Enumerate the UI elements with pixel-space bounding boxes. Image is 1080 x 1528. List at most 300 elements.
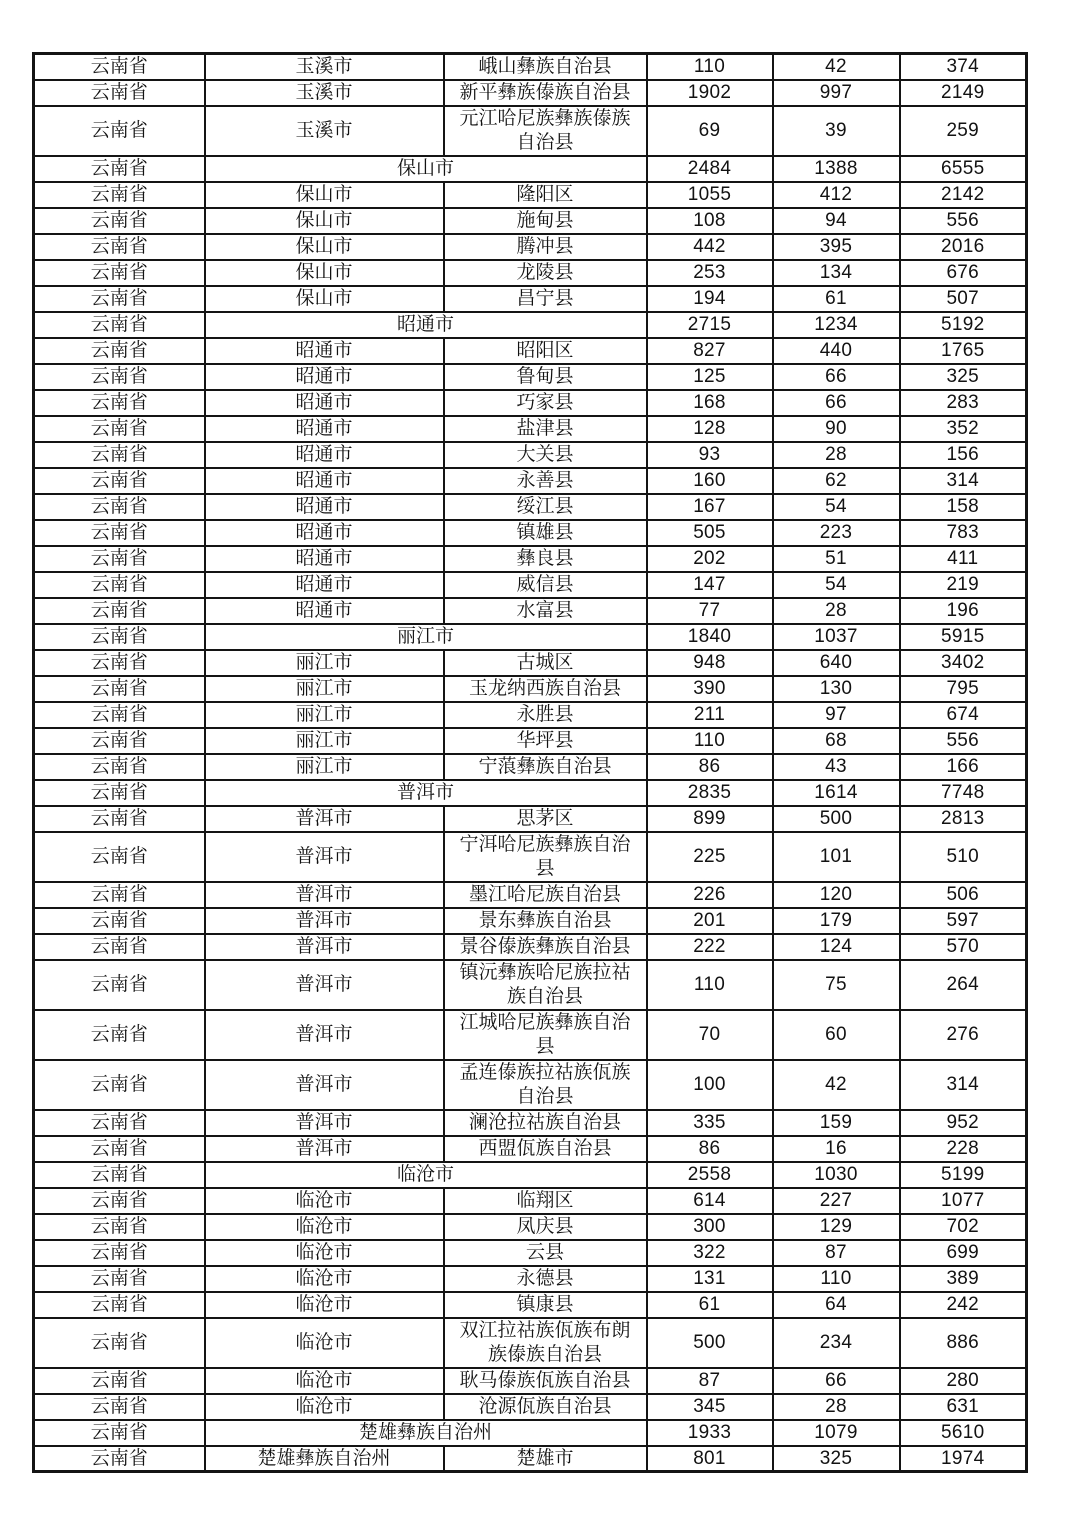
county-cell: 镇康县 — [444, 1292, 647, 1318]
value-cell-1: 110 — [647, 54, 773, 80]
value-cell-2: 87 — [773, 1240, 900, 1266]
value-cell-1: 614 — [647, 1188, 773, 1214]
value-cell-3: 674 — [900, 702, 1027, 728]
county-cell: 新平彝族傣族自治县 — [444, 80, 647, 106]
value-cell-1: 225 — [647, 832, 773, 882]
province-cell: 云南省 — [34, 208, 205, 234]
city-cell: 玉溪市 — [205, 106, 444, 156]
value-cell-2: 1614 — [773, 780, 900, 806]
city-cell: 丽江市 — [205, 676, 444, 702]
value-cell-3: 259 — [900, 106, 1027, 156]
value-cell-2: 43 — [773, 754, 900, 780]
value-cell-1: 110 — [647, 728, 773, 754]
value-cell-3: 276 — [900, 1010, 1027, 1060]
county-row — [34, 364, 1027, 390]
value-cell-2: 42 — [773, 54, 900, 80]
value-cell-3: 314 — [900, 468, 1027, 494]
county-row — [34, 676, 1027, 702]
value-cell-2: 130 — [773, 676, 900, 702]
value-cell-1: 110 — [647, 960, 773, 1010]
value-cell-2: 997 — [773, 80, 900, 106]
city-cell: 临沧市 — [205, 1266, 444, 1292]
city-cell: 普洱市 — [205, 960, 444, 1010]
value-cell-2: 66 — [773, 1368, 900, 1394]
province-cell: 云南省 — [34, 1292, 205, 1318]
value-cell-3: 556 — [900, 728, 1027, 754]
value-cell-2: 179 — [773, 908, 900, 934]
county-row — [34, 832, 1027, 882]
value-cell-2: 412 — [773, 182, 900, 208]
city-cell: 昭通市 — [205, 572, 444, 598]
province-cell: 云南省 — [34, 234, 205, 260]
province-cell: 云南省 — [34, 754, 205, 780]
value-cell-3: 1765 — [900, 338, 1027, 364]
value-cell-1: 160 — [647, 468, 773, 494]
value-cell-1: 202 — [647, 546, 773, 572]
value-cell-2: 1234 — [773, 312, 900, 338]
county-row — [34, 960, 1027, 1010]
city-summary-cell: 昭通市 — [205, 312, 647, 338]
value-cell-2: 62 — [773, 468, 900, 494]
value-cell-2: 66 — [773, 364, 900, 390]
county-cell: 隆阳区 — [444, 182, 647, 208]
county-cell: 昌宁县 — [444, 286, 647, 312]
province-cell: 云南省 — [34, 260, 205, 286]
county-row — [34, 1266, 1027, 1292]
city-summary-row — [34, 624, 1027, 650]
value-cell-3: 219 — [900, 572, 1027, 598]
county-row — [34, 520, 1027, 546]
province-cell: 云南省 — [34, 728, 205, 754]
city-cell: 昭通市 — [205, 416, 444, 442]
value-cell-1: 108 — [647, 208, 773, 234]
city-summary-row — [34, 1420, 1027, 1446]
city-cell: 保山市 — [205, 234, 444, 260]
county-row — [34, 1446, 1027, 1472]
province-cell: 云南省 — [34, 468, 205, 494]
value-cell-3: 264 — [900, 960, 1027, 1010]
value-cell-2: 42 — [773, 1060, 900, 1110]
value-cell-1: 222 — [647, 934, 773, 960]
value-cell-3: 5915 — [900, 624, 1027, 650]
value-cell-3: 783 — [900, 520, 1027, 546]
city-cell: 临沧市 — [205, 1292, 444, 1318]
value-cell-3: 5199 — [900, 1162, 1027, 1188]
county-cell: 腾冲县 — [444, 234, 647, 260]
value-cell-3: 7748 — [900, 780, 1027, 806]
city-cell: 昭通市 — [205, 390, 444, 416]
province-cell: 云南省 — [34, 1010, 205, 1060]
city-summary-row — [34, 312, 1027, 338]
city-cell: 昭通市 — [205, 494, 444, 520]
table-body — [34, 54, 1027, 1472]
value-cell-1: 147 — [647, 572, 773, 598]
county-cell: 宁洱哈尼族彝族自治县 — [444, 832, 647, 882]
county-row — [34, 806, 1027, 832]
value-cell-1: 1933 — [647, 1420, 773, 1446]
value-cell-3: 597 — [900, 908, 1027, 934]
value-cell-2: 223 — [773, 520, 900, 546]
value-cell-2: 39 — [773, 106, 900, 156]
value-cell-2: 124 — [773, 934, 900, 960]
city-summary-row — [34, 156, 1027, 182]
county-cell: 江城哈尼族彝族自治县 — [444, 1010, 647, 1060]
county-row — [34, 416, 1027, 442]
province-cell: 云南省 — [34, 1394, 205, 1420]
city-cell: 普洱市 — [205, 934, 444, 960]
county-cell: 景东彝族自治县 — [444, 908, 647, 934]
county-row — [34, 1214, 1027, 1240]
county-row — [34, 1060, 1027, 1110]
value-cell-1: 345 — [647, 1394, 773, 1420]
value-cell-2: 1030 — [773, 1162, 900, 1188]
value-cell-1: 194 — [647, 286, 773, 312]
province-cell: 云南省 — [34, 156, 205, 182]
province-cell: 云南省 — [34, 702, 205, 728]
value-cell-1: 1902 — [647, 80, 773, 106]
county-row — [34, 442, 1027, 468]
province-cell: 云南省 — [34, 832, 205, 882]
city-summary-cell: 临沧市 — [205, 1162, 647, 1188]
province-cell: 云南省 — [34, 1420, 205, 1446]
county-cell: 昭阳区 — [444, 338, 647, 364]
value-cell-3: 5192 — [900, 312, 1027, 338]
value-cell-2: 1037 — [773, 624, 900, 650]
county-cell: 华坪县 — [444, 728, 647, 754]
value-cell-3: 352 — [900, 416, 1027, 442]
county-cell: 施甸县 — [444, 208, 647, 234]
county-row — [34, 650, 1027, 676]
value-cell-1: 61 — [647, 1292, 773, 1318]
city-summary-row — [34, 1162, 1027, 1188]
county-row — [34, 1136, 1027, 1162]
county-cell: 彝良县 — [444, 546, 647, 572]
city-cell: 昭通市 — [205, 364, 444, 390]
city-cell: 普洱市 — [205, 882, 444, 908]
value-cell-3: 325 — [900, 364, 1027, 390]
value-cell-3: 510 — [900, 832, 1027, 882]
value-cell-1: 2558 — [647, 1162, 773, 1188]
value-cell-2: 97 — [773, 702, 900, 728]
value-cell-2: 68 — [773, 728, 900, 754]
value-cell-2: 120 — [773, 882, 900, 908]
province-cell: 云南省 — [34, 182, 205, 208]
county-cell: 巧家县 — [444, 390, 647, 416]
province-cell: 云南省 — [34, 908, 205, 934]
county-cell: 宁蒗彝族自治县 — [444, 754, 647, 780]
value-cell-3: 389 — [900, 1266, 1027, 1292]
county-row — [34, 1368, 1027, 1394]
county-row — [34, 1394, 1027, 1420]
value-cell-2: 134 — [773, 260, 900, 286]
province-cell: 云南省 — [34, 364, 205, 390]
province-cell: 云南省 — [34, 598, 205, 624]
value-cell-1: 505 — [647, 520, 773, 546]
value-cell-3: 886 — [900, 1318, 1027, 1368]
value-cell-2: 28 — [773, 442, 900, 468]
county-row — [34, 702, 1027, 728]
province-cell: 云南省 — [34, 1136, 205, 1162]
province-cell: 云南省 — [34, 624, 205, 650]
county-row — [34, 286, 1027, 312]
city-cell: 普洱市 — [205, 832, 444, 882]
county-cell: 景谷傣族彝族自治县 — [444, 934, 647, 960]
value-cell-1: 93 — [647, 442, 773, 468]
county-row — [34, 882, 1027, 908]
city-cell: 丽江市 — [205, 650, 444, 676]
county-cell: 水富县 — [444, 598, 647, 624]
value-cell-3: 570 — [900, 934, 1027, 960]
county-cell: 永胜县 — [444, 702, 647, 728]
county-row — [34, 182, 1027, 208]
county-cell: 凤庆县 — [444, 1214, 647, 1240]
value-cell-2: 16 — [773, 1136, 900, 1162]
value-cell-1: 86 — [647, 1136, 773, 1162]
city-cell: 昭通市 — [205, 520, 444, 546]
value-cell-1: 322 — [647, 1240, 773, 1266]
value-cell-2: 54 — [773, 572, 900, 598]
value-cell-1: 1055 — [647, 182, 773, 208]
province-cell: 云南省 — [34, 494, 205, 520]
value-cell-2: 75 — [773, 960, 900, 1010]
county-row — [34, 390, 1027, 416]
value-cell-2: 159 — [773, 1110, 900, 1136]
city-cell: 普洱市 — [205, 1110, 444, 1136]
province-cell: 云南省 — [34, 390, 205, 416]
value-cell-2: 90 — [773, 416, 900, 442]
value-cell-3: 6555 — [900, 156, 1027, 182]
county-cell: 镇雄县 — [444, 520, 647, 546]
value-cell-3: 374 — [900, 54, 1027, 80]
value-cell-1: 167 — [647, 494, 773, 520]
city-cell: 丽江市 — [205, 702, 444, 728]
province-cell: 云南省 — [34, 676, 205, 702]
county-row — [34, 572, 1027, 598]
value-cell-3: 3402 — [900, 650, 1027, 676]
county-cell: 双江拉祜族佤族布朗族傣族自治县 — [444, 1318, 647, 1368]
county-cell: 孟连傣族拉祜族佤族自治县 — [444, 1060, 647, 1110]
county-cell: 龙陵县 — [444, 260, 647, 286]
value-cell-3: 166 — [900, 754, 1027, 780]
county-row — [34, 338, 1027, 364]
value-cell-1: 253 — [647, 260, 773, 286]
value-cell-2: 54 — [773, 494, 900, 520]
county-cell: 耿马傣族佤族自治县 — [444, 1368, 647, 1394]
county-cell: 墨江哈尼族自治县 — [444, 882, 647, 908]
value-cell-3: 2813 — [900, 806, 1027, 832]
value-cell-1: 69 — [647, 106, 773, 156]
value-cell-1: 77 — [647, 598, 773, 624]
value-cell-2: 234 — [773, 1318, 900, 1368]
value-cell-3: 196 — [900, 598, 1027, 624]
county-cell: 西盟佤族自治县 — [444, 1136, 647, 1162]
province-cell: 云南省 — [34, 1110, 205, 1136]
value-cell-3: 242 — [900, 1292, 1027, 1318]
city-summary-cell: 丽江市 — [205, 624, 647, 650]
value-cell-1: 1840 — [647, 624, 773, 650]
value-cell-2: 51 — [773, 546, 900, 572]
county-cell: 古城区 — [444, 650, 647, 676]
county-row — [34, 728, 1027, 754]
value-cell-1: 801 — [647, 1446, 773, 1472]
province-cell: 云南省 — [34, 1368, 205, 1394]
province-cell: 云南省 — [34, 442, 205, 468]
county-row — [34, 546, 1027, 572]
value-cell-3: 952 — [900, 1110, 1027, 1136]
city-cell: 丽江市 — [205, 754, 444, 780]
value-cell-1: 131 — [647, 1266, 773, 1292]
county-row — [34, 234, 1027, 260]
province-cell: 云南省 — [34, 312, 205, 338]
province-cell: 云南省 — [34, 650, 205, 676]
county-row — [34, 1110, 1027, 1136]
city-cell: 临沧市 — [205, 1188, 444, 1214]
city-cell: 昭通市 — [205, 468, 444, 494]
value-cell-1: 335 — [647, 1110, 773, 1136]
county-row — [34, 1010, 1027, 1060]
value-cell-3: 411 — [900, 546, 1027, 572]
county-row — [34, 208, 1027, 234]
value-cell-1: 86 — [647, 754, 773, 780]
province-cell: 云南省 — [34, 1446, 205, 1472]
value-cell-1: 87 — [647, 1368, 773, 1394]
value-cell-1: 125 — [647, 364, 773, 390]
city-cell: 保山市 — [205, 208, 444, 234]
county-row — [34, 494, 1027, 520]
city-cell: 临沧市 — [205, 1368, 444, 1394]
value-cell-3: 676 — [900, 260, 1027, 286]
county-row — [34, 908, 1027, 934]
value-cell-2: 61 — [773, 286, 900, 312]
county-cell: 盐津县 — [444, 416, 647, 442]
city-cell: 昭通市 — [205, 442, 444, 468]
county-row — [34, 598, 1027, 624]
value-cell-1: 899 — [647, 806, 773, 832]
value-cell-3: 699 — [900, 1240, 1027, 1266]
county-cell: 永德县 — [444, 1266, 647, 1292]
county-row — [34, 260, 1027, 286]
county-row — [34, 1188, 1027, 1214]
province-cell: 云南省 — [34, 572, 205, 598]
yunnan-statistics-table — [32, 52, 1028, 1473]
city-cell: 普洱市 — [205, 1010, 444, 1060]
province-cell: 云南省 — [34, 416, 205, 442]
value-cell-1: 2484 — [647, 156, 773, 182]
value-cell-3: 507 — [900, 286, 1027, 312]
value-cell-2: 129 — [773, 1214, 900, 1240]
city-cell: 玉溪市 — [205, 80, 444, 106]
county-cell: 玉龙纳西族自治县 — [444, 676, 647, 702]
county-cell: 沧源佤族自治县 — [444, 1394, 647, 1420]
value-cell-1: 2835 — [647, 780, 773, 806]
province-cell: 云南省 — [34, 1318, 205, 1368]
city-cell: 临沧市 — [205, 1240, 444, 1266]
province-cell: 云南省 — [34, 106, 205, 156]
value-cell-1: 827 — [647, 338, 773, 364]
county-row — [34, 934, 1027, 960]
county-cell: 威信县 — [444, 572, 647, 598]
value-cell-1: 390 — [647, 676, 773, 702]
province-cell: 云南省 — [34, 1188, 205, 1214]
city-cell: 楚雄彝族自治州 — [205, 1446, 444, 1472]
value-cell-2: 110 — [773, 1266, 900, 1292]
value-cell-1: 948 — [647, 650, 773, 676]
value-cell-3: 506 — [900, 882, 1027, 908]
province-cell: 云南省 — [34, 286, 205, 312]
province-cell: 云南省 — [34, 1266, 205, 1292]
province-cell: 云南省 — [34, 54, 205, 80]
value-cell-3: 283 — [900, 390, 1027, 416]
value-cell-3: 228 — [900, 1136, 1027, 1162]
value-cell-3: 158 — [900, 494, 1027, 520]
city-cell: 丽江市 — [205, 728, 444, 754]
value-cell-2: 64 — [773, 1292, 900, 1318]
province-cell: 云南省 — [34, 806, 205, 832]
county-cell: 大关县 — [444, 442, 647, 468]
province-cell: 云南省 — [34, 1240, 205, 1266]
county-cell: 元江哈尼族彝族傣族自治县 — [444, 106, 647, 156]
value-cell-3: 1077 — [900, 1188, 1027, 1214]
value-cell-2: 60 — [773, 1010, 900, 1060]
value-cell-1: 128 — [647, 416, 773, 442]
value-cell-2: 325 — [773, 1446, 900, 1472]
value-cell-2: 227 — [773, 1188, 900, 1214]
value-cell-2: 94 — [773, 208, 900, 234]
city-cell: 昭通市 — [205, 598, 444, 624]
county-cell: 镇沅彝族哈尼族拉祜族自治县 — [444, 960, 647, 1010]
county-cell: 永善县 — [444, 468, 647, 494]
value-cell-2: 28 — [773, 1394, 900, 1420]
county-cell: 绥江县 — [444, 494, 647, 520]
county-row — [34, 80, 1027, 106]
city-cell: 普洱市 — [205, 1060, 444, 1110]
value-cell-1: 300 — [647, 1214, 773, 1240]
value-cell-1: 226 — [647, 882, 773, 908]
county-cell: 澜沧拉祜族自治县 — [444, 1110, 647, 1136]
value-cell-1: 70 — [647, 1010, 773, 1060]
value-cell-3: 2149 — [900, 80, 1027, 106]
city-summary-row — [34, 780, 1027, 806]
city-cell: 保山市 — [205, 182, 444, 208]
province-cell: 云南省 — [34, 882, 205, 908]
province-cell: 云南省 — [34, 1214, 205, 1240]
value-cell-3: 156 — [900, 442, 1027, 468]
value-cell-3: 702 — [900, 1214, 1027, 1240]
city-cell: 昭通市 — [205, 338, 444, 364]
city-cell: 普洱市 — [205, 1136, 444, 1162]
value-cell-3: 2016 — [900, 234, 1027, 260]
city-summary-cell: 普洱市 — [205, 780, 647, 806]
county-row — [34, 468, 1027, 494]
province-cell: 云南省 — [34, 934, 205, 960]
value-cell-3: 280 — [900, 1368, 1027, 1394]
province-cell: 云南省 — [34, 960, 205, 1010]
county-cell: 思茅区 — [444, 806, 647, 832]
county-row — [34, 1240, 1027, 1266]
value-cell-2: 500 — [773, 806, 900, 832]
county-cell: 峨山彝族自治县 — [444, 54, 647, 80]
province-cell: 云南省 — [34, 780, 205, 806]
province-cell: 云南省 — [34, 520, 205, 546]
city-summary-cell: 楚雄彝族自治州 — [205, 1420, 647, 1446]
value-cell-1: 211 — [647, 702, 773, 728]
value-cell-2: 440 — [773, 338, 900, 364]
city-cell: 保山市 — [205, 286, 444, 312]
county-cell: 临翔区 — [444, 1188, 647, 1214]
value-cell-2: 395 — [773, 234, 900, 260]
city-cell: 临沧市 — [205, 1394, 444, 1420]
city-cell: 普洱市 — [205, 806, 444, 832]
